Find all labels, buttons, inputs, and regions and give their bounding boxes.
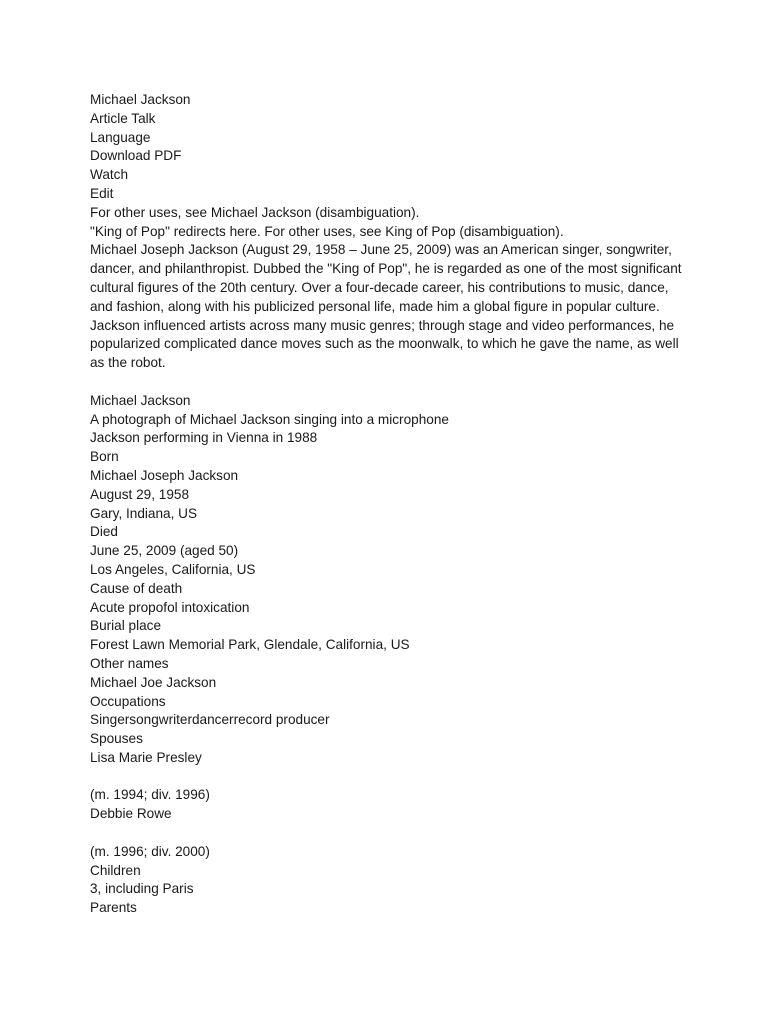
cause-of-death-label: Cause of death <box>90 580 183 596</box>
children-label: Children <box>90 862 141 878</box>
born-place: Gary, Indiana, US <box>90 505 198 521</box>
died-place: Los Angeles, California, US <box>90 561 256 577</box>
occupations-label: Occupations <box>90 693 166 709</box>
download-pdf-link[interactable]: Download PDF <box>90 148 182 164</box>
occupations-value: Singersongwriterdancerrecord producer <box>90 712 330 728</box>
edit-link[interactable]: Edit <box>90 185 114 201</box>
born-label: Born <box>90 449 119 465</box>
watch-link[interactable]: Watch <box>90 167 129 183</box>
burial-place-value: Forest Lawn Memorial Park, Glendale, California, US <box>90 637 410 653</box>
document-page <box>90 91 690 918</box>
spouses-label: Spouses <box>90 731 143 747</box>
died-date: June 25, 2009 (aged 50) <box>90 543 239 559</box>
spouse-2-name: Debbie Rowe <box>90 806 172 822</box>
page-title: Michael Jackson <box>90 92 191 107</box>
hatnote-disambiguation: For other uses, see Michael Jackson (disambiguation). <box>90 204 420 220</box>
died-label: Died <box>90 524 118 540</box>
children-value: 3, including Paris <box>90 881 194 897</box>
other-names-value: Michael Joe Jackson <box>90 674 217 690</box>
spouse-1-dates: (m. 1994; div. 1996) <box>90 787 210 803</box>
article-talk-tabs[interactable]: Article Talk <box>90 110 156 126</box>
spacer <box>90 768 690 787</box>
other-names-label: Other names <box>90 655 169 671</box>
spacer <box>90 824 690 843</box>
infobox-caption: Jackson performing in Vienna in 1988 <box>90 430 318 446</box>
spacer <box>90 373 690 392</box>
born-date: August 29, 1958 <box>90 486 190 502</box>
language-link[interactable]: Language <box>90 129 151 145</box>
hatnote-king-of-pop: "King of Pop" redirects here. For other uses, see King of Pop (disambiguation). <box>90 223 564 239</box>
spouse-2-dates: (m. 1996; div. 2000) <box>90 843 210 859</box>
intro-paragraph: Michael Joseph Jackson (August 29, 1958 – June 25, 2009) was an American singer, songwriter, dancer, and philanthropist. Dubbed the "King of Pop", he is regarded as one of the most significant cultural figures of the 20th century. Over a four-decade career, his contributions to music, dance, and fashion, along with his publicized personal life, made him a global figure in popular culture. Jackson influenced artists across many music genres; through stage and video performances, he popularized complicated dance moves such as the moonwalk, to which he gave the name, as well as the robot. <box>90 242 682 371</box>
cause-of-death-value: Acute propofol intoxication <box>90 599 250 615</box>
burial-place-label: Burial place <box>90 618 162 634</box>
born-name: Michael Joseph Jackson <box>90 467 239 483</box>
infobox-image-alt: A photograph of Michael Jackson singing into a microphone <box>90 411 449 427</box>
parents-label: Parents <box>90 900 137 916</box>
infobox-title: Michael Jackson <box>90 392 191 408</box>
spouse-1-name: Lisa Marie Presley <box>90 749 202 765</box>
